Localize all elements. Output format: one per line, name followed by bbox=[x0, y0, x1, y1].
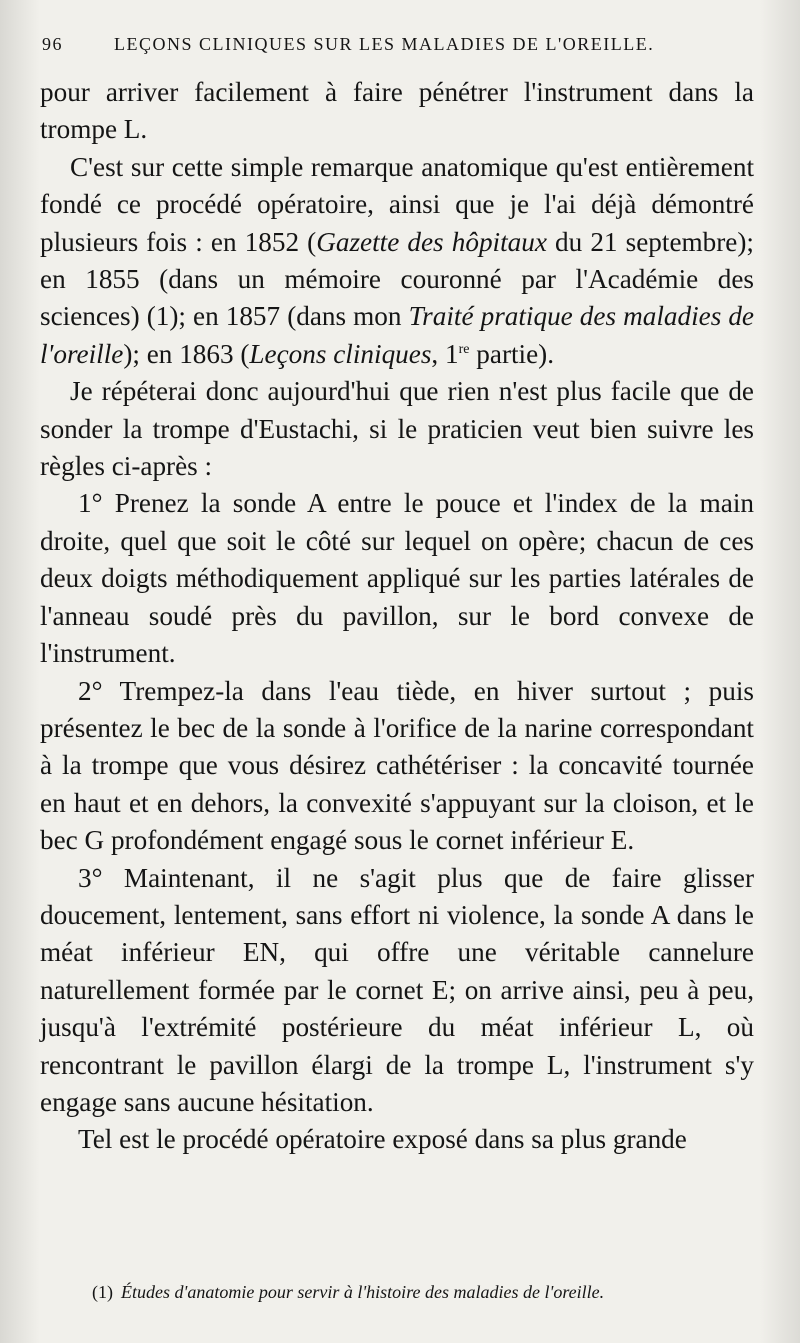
text-run: partie). bbox=[469, 338, 555, 369]
italic-citation-gazette: Gazette des hôpitaux bbox=[316, 226, 547, 257]
paragraph-continuation: pour arriver facilement à faire pénétrer l'instrument dans la trompe L. bbox=[40, 77, 754, 145]
footnote-text: Études d'anatomie pour servir à l'histoire des maladies de l'oreille. bbox=[121, 1282, 605, 1302]
text-run: ); en 1863 ( bbox=[123, 338, 250, 369]
footnote bbox=[92, 1280, 604, 1304]
paragraph-conclusion-start: Tel est le procédé opératoire exposé dans sa plus grande bbox=[78, 1124, 687, 1155]
text-run: C'est sur cette simple remarque anatomique qu'est entièrement fondé ce procédé opératoire, ainsi que je l'ai déjà démontré plusieurs fois : en 1852 ( bbox=[40, 151, 754, 257]
footnote-mark: (1) bbox=[92, 1282, 113, 1302]
paragraph-rule-1: 1° Prenez la sonde A entre le pouce et l'index de la main droite, quel que soit le côté sur lequel on opère; chacun de ces deux doigts méthodiquement appliqué sur les parties latérales de l'anneau soudé près du pavillon, sur le bord convexe de l'instrument. bbox=[40, 488, 754, 669]
text-run: , 1 bbox=[431, 338, 459, 369]
superscript-ordinal: re bbox=[458, 341, 470, 357]
paragraph-rule-3: 3° Maintenant, il ne s'agit plus que de faire glisser doucement, lentement, sans effort ni violence, la sonde A dans le méat inférieur EN, qui offre une véritable cannelure naturellement formée par le cornet E; on arrive ainsi, peu à peu, jusqu'à l'extrémité postérieure du méat inférieur L, où rencontrant le pavillon élargi de la trompe L, l'instrument s'y engage sans aucune hésitation. bbox=[40, 862, 754, 1117]
page-header bbox=[42, 34, 754, 74]
page-number: 96 bbox=[42, 34, 63, 54]
paragraph-rules-intro: Je répéterai donc aujourd'hui que rien n'est plus facile que de sonder la trompe d'Eustachi, si le praticien veut bien suivre les règles ci-après : bbox=[40, 376, 754, 482]
running-head: LEÇONS CLINIQUES SUR LES MALADIES DE L'OREILLE. bbox=[114, 34, 655, 54]
paragraph-rule-2: 2° Trempez-la dans l'eau tiède, en hiver surtout ; puis présentez le bec de la sonde à l'orifice de la narine correspondant à la trompe que vous désirez cathétériser : la concavité tournée en haut et en dehors, la convexité s'appuyant sur la cloison, et le bec G profondément engagé sous le cornet inférieur E. bbox=[40, 675, 754, 856]
text-run: du 21 septembre); en 1855 (dans un mémoire couronné par l'Académie des sciences) (1); en 1857 (dans mon bbox=[40, 226, 754, 332]
body-text bbox=[40, 74, 754, 1159]
paragraph-procedure-history bbox=[40, 149, 754, 373]
italic-citation-lecons: Leçons cliniques bbox=[249, 338, 432, 369]
italic-citation-traite: Traité pratique des maladies de l'oreille bbox=[40, 301, 755, 369]
